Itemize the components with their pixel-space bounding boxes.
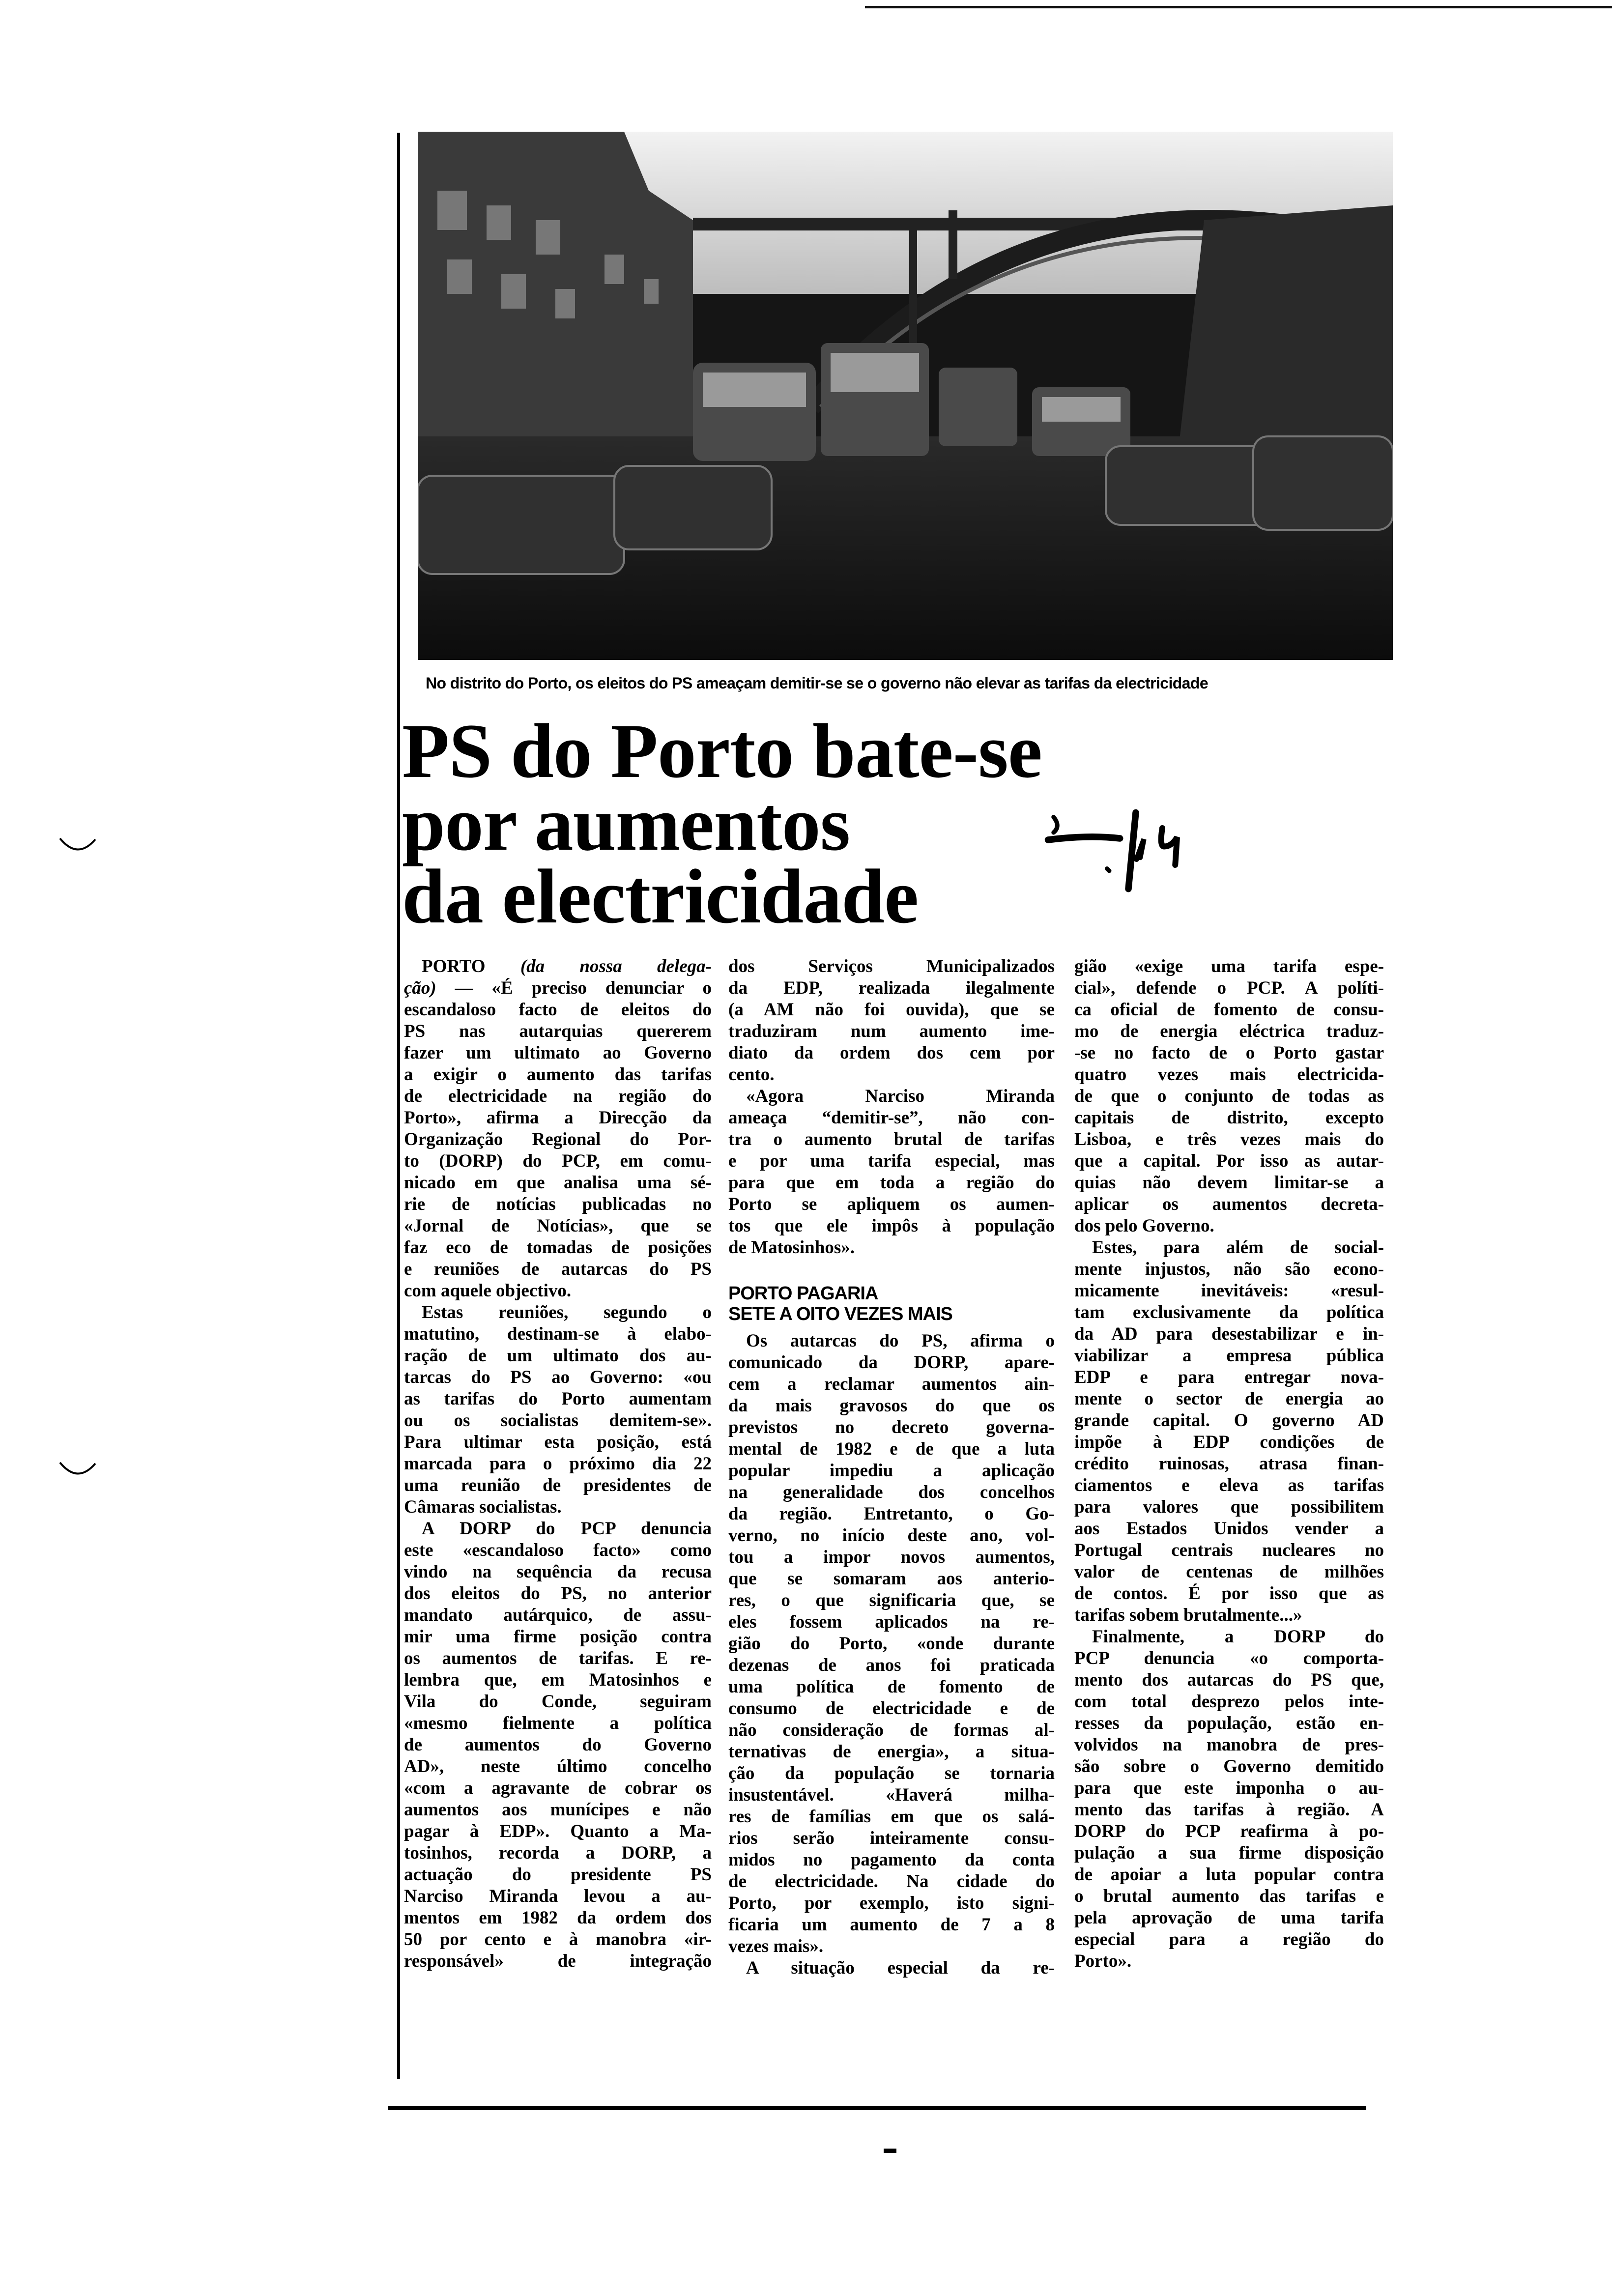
article-line: de Matosinhos». xyxy=(728,1237,855,1258)
subheading-line: PORTO PAGARIA xyxy=(728,1283,878,1304)
article-line: e por uma tarifa especial, mas xyxy=(728,1151,1055,1171)
article-line: este «escandaloso facto» como xyxy=(404,1540,712,1560)
article-line: Porto se apliquem os aumen- xyxy=(728,1194,1055,1214)
article-line: «mesmo fielmente a política xyxy=(404,1713,712,1733)
article-line: da região. Entretanto, o Go- xyxy=(728,1504,1055,1524)
article-line: A situação especial da re- xyxy=(746,1958,1055,1978)
article-line: para que este imponha o au- xyxy=(1074,1778,1384,1798)
article-line: lembra que, em Matosinhos e xyxy=(404,1670,712,1690)
handwritten-annotation xyxy=(1012,791,1209,909)
photo-image xyxy=(418,132,1393,660)
article-line: Estas reuniões, segundo o xyxy=(422,1302,712,1322)
article-line: os aumentos de tarifas. E re- xyxy=(404,1648,712,1668)
headline-line: PS do Porto bate-se xyxy=(402,708,1042,794)
article-line: de apoiar a luta popular contra xyxy=(1074,1865,1384,1885)
article-line: quias não devem limitar-se a xyxy=(1074,1173,1384,1193)
article-line: Para ultimar esta posição, está xyxy=(404,1432,712,1452)
article-line: rios serão inteiramente consu- xyxy=(728,1828,1055,1848)
article-line: pela aprovação de uma tarifa xyxy=(1074,1908,1384,1928)
article-line: (a AM não foi ouvida), que se xyxy=(728,1000,1055,1020)
article-line: Porto». xyxy=(1074,1951,1132,1971)
article-line: ção da população se tornaria xyxy=(728,1763,1055,1783)
article-line: resses da população, estão en- xyxy=(1074,1713,1384,1733)
article-paragraph xyxy=(404,1302,712,1518)
article-line: diato da ordem dos cem por xyxy=(728,1043,1055,1063)
article-line: vezes mais». xyxy=(728,1936,824,1956)
article-line: Vila do Conde, seguiram xyxy=(404,1692,712,1712)
article-line: o brutal aumento das tarifas e xyxy=(1074,1886,1384,1906)
article-line: aplicar os aumentos decreta- xyxy=(1074,1194,1384,1214)
article-line: ficaria um aumento de 7 a 8 xyxy=(728,1915,1055,1935)
article-line: tra o aumento brutal de tarifas xyxy=(728,1129,1055,1149)
article-line: verno, no início deste ano, vol- xyxy=(728,1525,1055,1546)
article-line: que se somaram aos anterio- xyxy=(728,1569,1055,1589)
article-line: de electricidade. Na cidade do xyxy=(728,1871,1055,1892)
article-line: gião do Porto, «onde durante xyxy=(728,1634,1055,1654)
article-line: com total desprezo pelos inte- xyxy=(1074,1692,1384,1712)
article-line: Porto», afirma a Direcção da xyxy=(404,1108,712,1128)
article-line: previstos no decreto governa- xyxy=(728,1417,1055,1437)
article-line: da mais gravosos do que os xyxy=(728,1396,1055,1416)
article-line: a exigir o aumento das tarifas xyxy=(404,1064,712,1085)
article-line: mo de energia eléctrica traduz- xyxy=(1074,1021,1384,1041)
article-column-3 xyxy=(1074,956,1384,1972)
article-line: valor de centenas de milhões xyxy=(1074,1562,1384,1582)
article-line: tosinhos, recorda a DORP, a xyxy=(404,1843,712,1863)
article-line: impõe à EDP condições de xyxy=(1074,1432,1384,1452)
subheading-line: SETE A OITO VEZES MAIS xyxy=(728,1304,952,1324)
article-line: rie de notícias publicadas no xyxy=(404,1194,712,1214)
article-line: 50 por cento e à manobra «ir- xyxy=(404,1929,712,1950)
article-line: vindo na sequência da recusa xyxy=(404,1562,712,1582)
news-photo-porto-bridge xyxy=(418,132,1393,660)
article-line: tos que ele impôs à população xyxy=(728,1216,1055,1236)
article-paragraph xyxy=(728,1086,1055,1259)
article-line: ou os socialistas demitem-se». xyxy=(404,1410,712,1431)
headline-line: da electricidade xyxy=(402,854,919,940)
article-line: cem a reclamar aumentos ain- xyxy=(728,1374,1055,1394)
article-line: Porto, por exemplo, isto signi- xyxy=(728,1893,1055,1913)
article-line: volvidos na manobra de pres- xyxy=(1074,1735,1384,1755)
headline xyxy=(402,708,1042,940)
article-line: eles fossem aplicados na re- xyxy=(728,1612,1055,1632)
article-line: dos pelo Governo. xyxy=(1074,1216,1214,1236)
article-line: para valores que possibilitem xyxy=(1074,1497,1384,1517)
article-line: mental de 1982 e de que a luta xyxy=(728,1439,1055,1459)
article-line: uma política de fomento de xyxy=(728,1677,1055,1697)
article-line: de contos. É por isso que as xyxy=(1074,1583,1384,1604)
article-line: «Jornal de Notícias», que se xyxy=(404,1216,712,1236)
dateline-credit: ção) xyxy=(404,978,436,998)
article-column-1 xyxy=(404,956,712,1972)
article-line: mente injustos, não são econo- xyxy=(1074,1259,1384,1279)
article-line: são sobre o Governo demitido xyxy=(1074,1756,1384,1777)
article-line: especial para a região do xyxy=(1074,1929,1384,1950)
article-line: aos Estados Unidos vender a xyxy=(1074,1519,1384,1539)
dateline-credit: (da nossa delega- xyxy=(520,956,712,976)
article-line: res, o que significaria que, se xyxy=(728,1590,1055,1610)
article-line: micamente inevitáveis: «resul- xyxy=(1074,1281,1384,1301)
article-line: actuação do presidente PS xyxy=(404,1865,712,1885)
article-line: mandato autárquico, de assu- xyxy=(404,1605,712,1625)
article-line: dezenas de anos foi praticada xyxy=(728,1655,1055,1675)
article-line: tarcas do PS ao Governo: «ou xyxy=(404,1367,712,1387)
article-line: cial», defende o PCP. A políti- xyxy=(1074,978,1384,998)
article-line: insustentável. «Haverá milha- xyxy=(728,1785,1055,1805)
article-line: responsável» de integração xyxy=(404,1951,712,1971)
article-line: consumo de electricidade e de xyxy=(728,1698,1055,1719)
article-line: EDP e para entregar nova- xyxy=(1074,1367,1384,1387)
article-line: mente o sector de energia ao xyxy=(1074,1389,1384,1409)
article-line: ca oficial de fomento de consu- xyxy=(1074,1000,1384,1020)
article-line: viabilizar a empresa pública xyxy=(1074,1346,1384,1366)
article-paragraph xyxy=(728,956,1055,1086)
bottom-rule xyxy=(388,2106,1366,2110)
article-line: popular impediu a aplicação xyxy=(728,1461,1055,1481)
article-line: tou a impor novos aumentos, xyxy=(728,1547,1055,1567)
article-line: Portugal centrais nucleares no xyxy=(1074,1540,1384,1560)
headline-line: por aumentos xyxy=(402,781,850,867)
article-line xyxy=(404,977,712,999)
article-line: PS nas autarquias quererem xyxy=(404,1021,712,1041)
article-line: grande capital. O governo AD xyxy=(1074,1410,1384,1431)
article-line: na generalidade dos concelhos xyxy=(728,1482,1055,1502)
article-line: tarifas sobem brutalmente...» xyxy=(1074,1605,1302,1625)
article-line: mentos em 1982 da ordem dos xyxy=(404,1908,712,1928)
article-line: para que em toda a região do xyxy=(728,1173,1055,1193)
article-line: de electricidade na região do xyxy=(404,1086,712,1106)
margin-punch-mark-icon xyxy=(58,1460,97,1479)
article-line: dos eleitos do PS, no anterior xyxy=(404,1583,712,1604)
article-paragraph xyxy=(1074,1237,1384,1626)
article-line: ração de um ultimato dos au- xyxy=(404,1346,712,1366)
article-line: com aquele objectivo. xyxy=(404,1281,572,1301)
article-line: to (DORP) do PCP, em comu- xyxy=(404,1151,712,1171)
article-paragraph xyxy=(1074,1626,1384,1972)
article-line: PCP denuncia «o comporta- xyxy=(1074,1648,1384,1668)
article-line: e reuniões de autarcas do PS xyxy=(404,1259,712,1279)
article-line: mento dos autarcas do PS que, xyxy=(1074,1670,1384,1690)
article-line: res de famílias em que os salá- xyxy=(728,1807,1055,1827)
article-line: da AD para desestabilizar e in- xyxy=(1074,1324,1384,1344)
article-line: dos Serviços Municipalizados xyxy=(728,956,1055,976)
article-line: fazer um ultimato ao Governo xyxy=(404,1043,712,1063)
article-line: ameaça “demitir-se”, não con- xyxy=(728,1108,1055,1128)
article-line: DORP do PCP reafirma à po- xyxy=(1074,1821,1384,1841)
article-line: cento. xyxy=(728,1064,775,1085)
article-paragraph xyxy=(1074,956,1384,1237)
article-line: midos no pagamento da conta xyxy=(728,1850,1055,1870)
article-line: Estes, para além de social- xyxy=(1092,1237,1384,1258)
photo-caption: No distrito do Porto, os eleitos do PS ameaçam demitir-se se o governo não elevar as tarifas da electricidade xyxy=(426,674,1209,692)
article-line: de que o conjunto de todas as xyxy=(1074,1086,1384,1106)
article-line: Narciso Miranda levou a au- xyxy=(404,1886,712,1906)
article-line: tam exclusivamente da política xyxy=(1074,1302,1384,1322)
article-line: de aumentos do Governo xyxy=(404,1735,712,1755)
article-paragraph xyxy=(404,999,712,1302)
article-line: «com a agravante de cobrar os xyxy=(404,1778,712,1798)
article-line: marcada para o próximo dia 22 xyxy=(404,1454,712,1474)
article-line: nicado em que analisa uma sé- xyxy=(404,1173,712,1193)
article-line: «Agora Narciso Miranda xyxy=(746,1086,1055,1106)
article-line: matutino, destinam-se à elabo- xyxy=(404,1324,712,1344)
article-line: as tarifas do Porto aumentam xyxy=(404,1389,712,1409)
opening-text: — «É preciso denunciar o xyxy=(436,978,712,998)
article-line: aumentos aos munícipes e não xyxy=(404,1800,712,1820)
dateline: PORTO xyxy=(422,956,486,976)
article-line: escandaloso facto de eleitos do xyxy=(404,1000,712,1020)
article-line: gião «exige uma tarifa espe- xyxy=(1074,956,1384,976)
article-line: que a capital. Por isso as autar- xyxy=(1074,1151,1384,1171)
article-line: -se no facto de o Porto gastar xyxy=(1074,1043,1384,1063)
article-line: AD», neste último concelho xyxy=(404,1756,712,1777)
article-line: Organização Regional do Por- xyxy=(404,1129,712,1149)
article-line: quatro vezes mais electricida- xyxy=(1074,1064,1384,1085)
article-line: capitais de distrito, excepto xyxy=(1074,1108,1384,1128)
article-line: Câmaras socialistas. xyxy=(404,1497,562,1517)
article-line: mento das tarifas à região. A xyxy=(1074,1800,1384,1820)
article-line: mir uma firme posição contra xyxy=(404,1627,712,1647)
article-line: ternativas de energia», a situa- xyxy=(728,1742,1055,1762)
article-line: Finalmente, a DORP do xyxy=(1092,1627,1384,1647)
article-line: Os autarcas do PS, afirma o xyxy=(746,1331,1055,1351)
article-paragraph xyxy=(728,1957,1055,1979)
section-subheading xyxy=(728,1283,1055,1324)
margin-punch-mark-icon xyxy=(58,835,97,855)
scan-edge-rule xyxy=(865,6,1612,8)
article-line: da EDP, realizada ilegalmente xyxy=(728,978,1055,998)
article-line: A DORP do PCP denuncia xyxy=(422,1519,712,1539)
article-line: comunicado da DORP, apare- xyxy=(728,1352,1055,1373)
article-paragraph xyxy=(404,1518,712,1972)
article-line: não consideração de formas al- xyxy=(728,1720,1055,1740)
article-line: uma reunião de presidentes de xyxy=(404,1475,712,1495)
article-line: pulação a sua firme disposição xyxy=(1074,1843,1384,1863)
scan-mark xyxy=(884,2149,896,2153)
article-column-2 xyxy=(728,956,1055,1979)
article-line: faz eco de tomadas de posições xyxy=(404,1237,712,1258)
article-line: crédito ruinosas, atrasa finan- xyxy=(1074,1454,1384,1474)
column-rule xyxy=(397,133,400,2079)
article-line: pagar à EDP». Quanto a Ma- xyxy=(404,1821,712,1841)
article-paragraph xyxy=(728,1330,1055,1957)
article-line: ciamentos e eleva as tarifas xyxy=(1074,1475,1384,1495)
article-line: Lisboa, e três vezes mais do xyxy=(1074,1129,1384,1149)
article-line xyxy=(404,956,712,977)
article-line: traduziram num aumento ime- xyxy=(728,1021,1055,1041)
